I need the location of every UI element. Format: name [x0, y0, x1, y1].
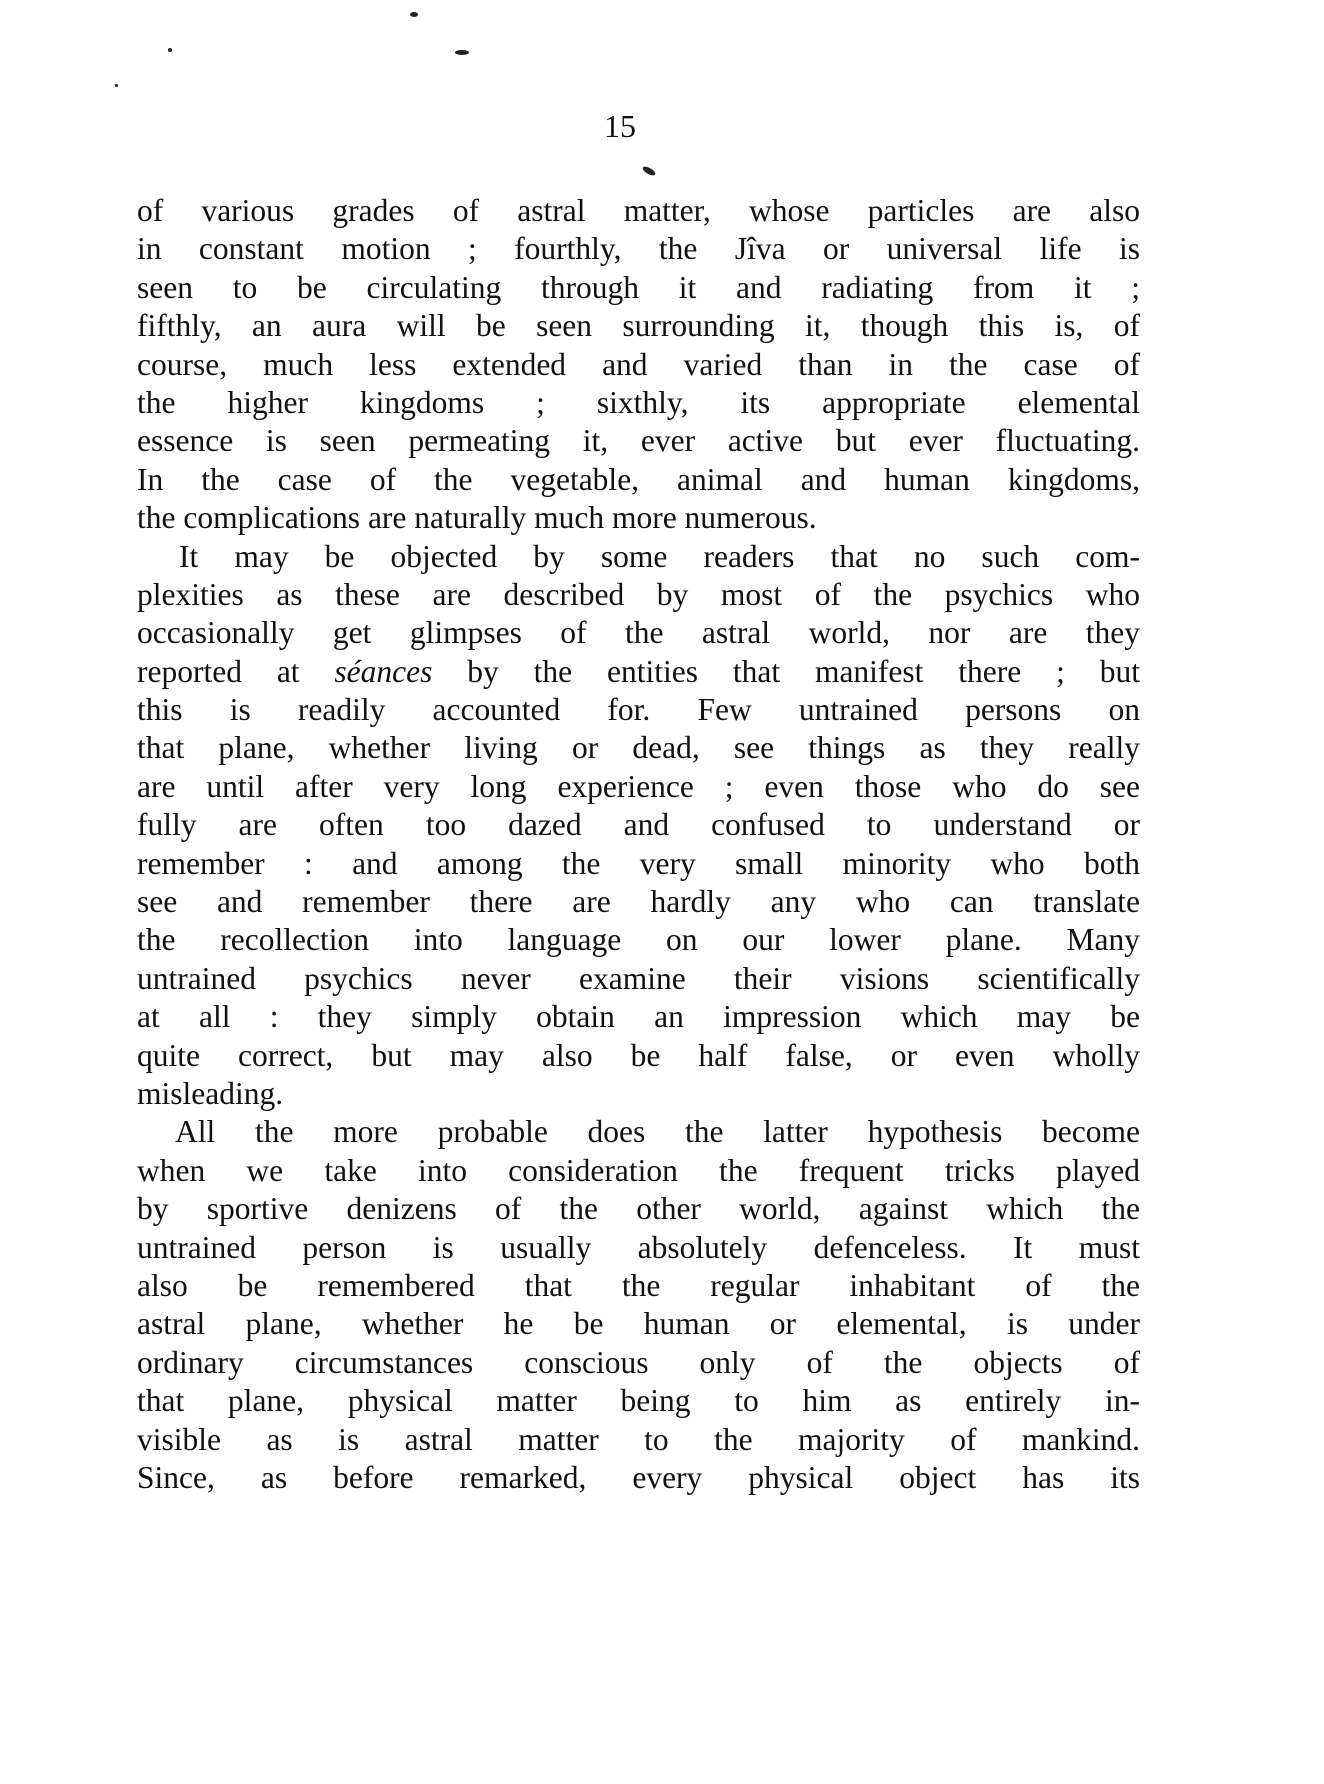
text-line: untrained person is usually absolutely defenceless. It must	[137, 1229, 1140, 1265]
text-line: seen to be circulating through it and radiating from it ;	[137, 269, 1140, 305]
text-line: also be remembered that the regular inhabitant of the	[137, 1267, 1140, 1303]
text-line: are until after very long experience ; even those who do see	[137, 768, 1140, 804]
italic-term: séances	[334, 653, 433, 689]
text-line: misleading.	[137, 1075, 284, 1111]
text-segment: by the entities that manifest there ; but	[432, 653, 1140, 689]
text-line	[137, 653, 1140, 691]
text-line: fully are often too dazed and confused to understand or	[137, 807, 1140, 843]
text-segment: reported at	[137, 653, 335, 689]
text-line: visible as is astral matter to the majority of mankind.	[137, 1421, 1140, 1457]
text-line: this is readily accounted for. Few untrained persons on	[137, 692, 1140, 728]
text-line: In the case of the vegetable, animal and human kingdoms,	[137, 461, 1140, 497]
scan-speck	[641, 165, 656, 177]
text-line: All the more probable does the latter hypothesis become	[175, 1114, 1140, 1150]
text-line: plexities as these are described by most of the psychics who	[137, 576, 1140, 612]
body-text	[137, 192, 1140, 1497]
text-line: fifthly, an aura will be seen surrounding it, though this is, of	[137, 308, 1140, 344]
text-line: untrained psychics never examine their visions scientifically	[137, 960, 1140, 996]
text-line: the higher kingdoms ; sixthly, its appropriate elemental	[137, 384, 1140, 420]
text-line: when we take into consideration the frequent tricks played	[137, 1152, 1140, 1188]
text-line: of various grades of astral matter, whose particles are also	[137, 193, 1140, 228]
text-line: in constant motion ; fourthly, the Jîva or universal life is	[137, 231, 1140, 267]
text-line: ordinary circumstances conscious only of the objects of	[137, 1344, 1140, 1380]
scan-speck	[410, 12, 418, 17]
scan-speck	[168, 48, 172, 52]
text-line: at all : they simply obtain an impression which may be	[137, 999, 1140, 1035]
text-line: the recollection into language on our lower plane. Many	[137, 922, 1140, 958]
text-line: course, much less extended and varied than in the case of	[137, 346, 1140, 382]
paragraph	[137, 538, 1140, 1114]
text-line: by sportive denizens of the other world, against which the	[137, 1191, 1140, 1227]
text-line: remember : and among the very small minority who both	[137, 845, 1140, 881]
page-number: 15	[604, 108, 636, 144]
text-line: essence is seen permeating it, ever active but ever fluctuating.	[137, 423, 1140, 459]
paragraph	[137, 1113, 1140, 1497]
text-line: see and remember there are hardly any who can translate	[137, 884, 1140, 920]
text-line: quite correct, but may also be half false, or even wholly	[137, 1037, 1140, 1073]
scan-speck	[115, 84, 118, 87]
text-line: astral plane, whether he be human or elemental, is under	[137, 1306, 1140, 1342]
text-line: Since, as before remarked, every physical object has its	[137, 1459, 1140, 1495]
text-line: that plane, whether living or dead, see things as they really	[137, 730, 1140, 766]
text-line: occasionally get glimpses of the astral world, nor are they	[137, 615, 1140, 651]
paragraph	[137, 192, 1140, 538]
scan-speck	[455, 50, 469, 55]
text-line: It may be objected by some readers that no such com-	[179, 538, 1140, 574]
text-line: that plane, physical matter being to him as entirely in-	[137, 1383, 1140, 1419]
text-line: the complications are naturally much more numerous.	[137, 500, 817, 536]
